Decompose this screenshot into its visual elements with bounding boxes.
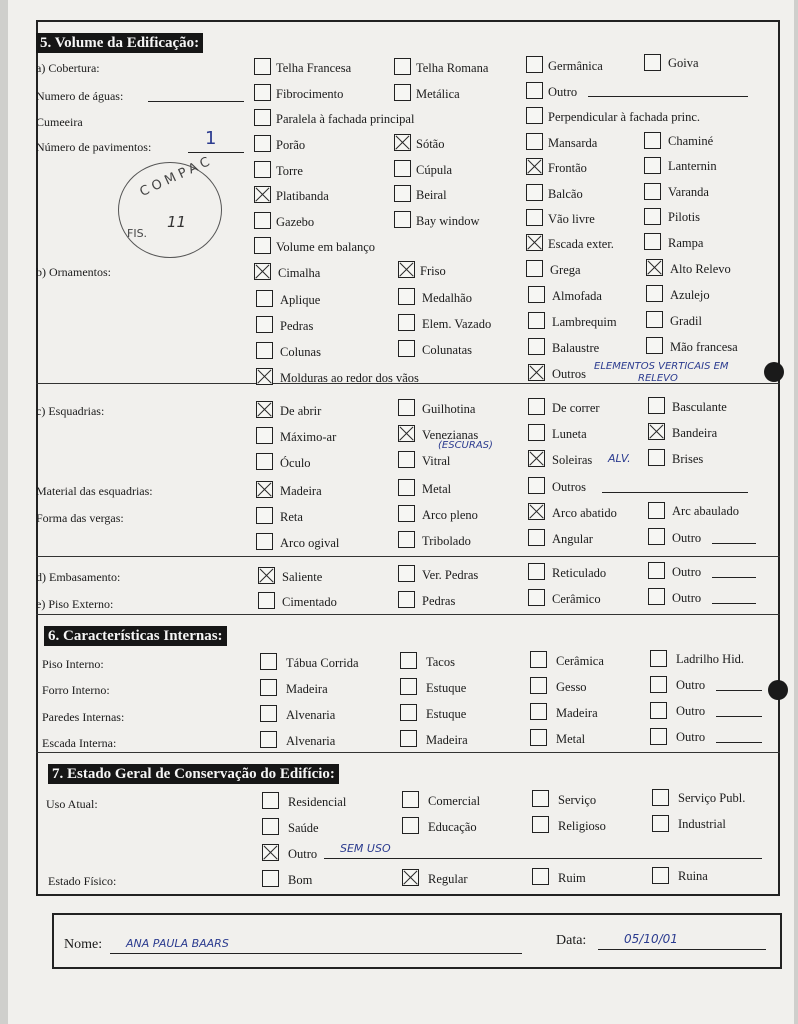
checkbox-mansarda[interactable] [526,133,543,150]
option-saude: Saúde [288,821,319,835]
checkbox-metal-esquadrias[interactable] [398,479,415,496]
checkbox-industrial[interactable] [652,815,669,832]
option-friso: Friso [420,264,446,278]
checkbox-fibrocimento[interactable] [254,84,271,101]
label-piso-interno: Piso Interno: [42,657,104,671]
checkbox-basculante[interactable] [648,397,665,414]
option-madeira-forro: Madeira [286,682,328,696]
checkbox-estuque-forro[interactable] [400,678,417,695]
option-porao: Porão [276,138,306,152]
divider [36,614,780,615]
checkbox-educacao[interactable] [402,817,419,834]
label-nome: Nome: [64,937,103,952]
option-regular: Regular [428,872,468,886]
checkbox-madeira-paredes[interactable] [530,703,547,720]
option-medalhao: Medalhão [422,291,472,305]
outros-esquadrias-line[interactable] [602,492,748,493]
option-comercial: Comercial [428,794,481,808]
option-vitral: Vitral [422,454,451,468]
label-estado: Estado Físico: [48,874,117,888]
option-educacao: Educação [428,820,477,834]
option-telha-romana: Telha Romana [416,61,489,75]
checkbox-guilhotina[interactable] [398,399,415,416]
checkbox-lambrequim[interactable] [528,312,545,329]
option-oculo: Óculo [280,456,311,470]
checkbox-tabua-corrida[interactable] [260,653,277,670]
checkbox-escada-exter[interactable] [526,234,543,251]
checkbox-colunas[interactable] [256,342,273,359]
option-varanda: Varanda [668,185,709,199]
option-outro-piso-externo: Outro [672,591,702,605]
label-aguas: Numero de águas: [36,89,124,103]
checkbox-outros-ornamentos[interactable] [528,364,545,381]
checkbox-vao-livre[interactable] [526,209,543,226]
pavimentos-line[interactable] [188,152,244,153]
option-bom: Bom [288,873,313,887]
option-gradil: Gradil [670,314,702,328]
label-pavimentos: Número de pavimentos: [36,140,152,154]
option-outro-cobertura: Outro [548,85,578,99]
option-azulejo: Azulejo [670,288,710,302]
checkbox-germanica[interactable] [526,56,543,73]
option-cupula: Cúpula [416,163,453,177]
checkbox-balcao[interactable] [526,184,543,201]
section-title-volume: 5. Volume da Edificação: [36,33,203,53]
option-ceramico: Cerâmico [552,592,601,606]
option-arc-abaulado: Arc abaulado [672,504,739,518]
checkbox-bay-window[interactable] [394,211,411,228]
option-goiva: Goiva [668,56,699,70]
option-outro-forro: Outro [676,678,706,692]
option-estuque-forro: Estuque [426,681,467,695]
checkbox-friso[interactable] [398,261,415,278]
option-maximo-ar: Máximo-ar [280,430,337,444]
checkbox-varanda[interactable] [644,183,661,200]
checkbox-telha-romana[interactable] [394,58,411,75]
stamp-fis: FIS. [127,227,148,240]
option-bandeira: Bandeira [672,426,718,440]
checkbox-pedras[interactable] [256,316,273,333]
punch-hole [764,362,784,382]
checkbox-medalhao[interactable] [398,288,415,305]
option-perpendicular: Perpendicular à fachada princ. [548,110,701,124]
option-brises: Brises [672,452,704,466]
checkbox-metalica[interactable] [394,84,411,101]
outro-escada-line[interactable] [716,742,762,743]
option-arco-abatido: Arco abatido [552,506,617,520]
option-ceramica: Cerâmica [556,654,604,668]
option-platibanda: Platibanda [276,189,329,203]
compac-stamp [118,152,222,258]
checkbox-saude[interactable] [262,818,279,835]
checkbox-cimentado[interactable] [258,592,275,609]
checkbox-grega[interactable] [526,260,543,277]
label-paredes: Paredes Internas: [42,710,125,724]
checkbox-torre[interactable] [254,161,271,178]
checkbox-colunatas[interactable] [398,340,415,357]
checkbox-volume-balanco[interactable] [254,237,271,254]
option-ladrilho: Ladrilho Hid. [676,652,745,666]
option-saliente: Saliente [282,570,323,584]
checkbox-madeira-forro[interactable] [260,679,277,696]
checkbox-servico-publ[interactable] [652,789,669,806]
option-reta: Reta [280,510,303,524]
label-cobertura: a) Cobertura: [36,61,100,75]
option-religioso: Religioso [558,819,606,833]
option-pedras-piso: Pedras [422,594,456,608]
checkbox-ver-pedras[interactable] [398,565,415,582]
checkbox-luneta[interactable] [528,424,545,441]
outro-piso-externo-line[interactable] [712,603,756,604]
option-reticulado: Reticulado [552,566,607,580]
option-gesso: Gesso [556,680,587,694]
checkbox-alvenaria-paredes[interactable] [260,705,277,722]
option-metal-escada: Metal [556,732,586,746]
checkbox-reta[interactable] [256,507,273,524]
option-servico: Serviço [558,793,597,807]
option-balaustre: Balaustre [552,341,600,355]
checkbox-religioso[interactable] [532,816,549,833]
checkbox-perpendicular[interactable] [526,107,543,124]
checkbox-telha-francesa[interactable] [254,58,271,75]
stamp-num: 11 [167,213,187,231]
checkbox-ruina[interactable] [652,867,669,884]
option-elem-vazado: Elem. Vazado [422,317,492,331]
outro-forro-line[interactable] [716,690,762,691]
option-torre: Torre [276,164,303,178]
option-pedras: Pedras [280,319,314,333]
option-aplique: Aplique [280,293,321,307]
option-tacos: Tacos [426,655,455,669]
option-telha-francesa: Telha Francesa [276,61,352,75]
checkbox-arc-abaulado[interactable] [648,502,665,519]
option-servico-publ: Serviço Publ. [678,791,746,805]
option-de-abrir: De abrir [280,404,322,418]
checkbox-aplique[interactable] [256,290,273,307]
option-outro-verga: Outro [672,531,702,545]
outro-embasamento-line[interactable] [712,577,756,578]
option-mansarda: Mansarda [548,136,598,150]
hand-outro-uso: SEM USO [340,842,391,855]
checkbox-maximo-ar[interactable] [256,427,273,444]
checkbox-saliente[interactable] [258,567,275,584]
checkbox-beiral[interactable] [394,185,411,202]
checkbox-mao-francesa[interactable] [646,337,663,354]
option-fibrocimento: Fibrocimento [276,87,344,101]
label-embasamento: d) Embasamento: [36,570,121,584]
checkbox-arco-pleno[interactable] [398,505,415,522]
checkbox-outro-piso-externo[interactable] [648,588,665,605]
option-arco-pleno: Arco pleno [422,508,478,522]
checkbox-gesso[interactable] [530,677,547,694]
option-balcao: Balcão [548,187,583,201]
checkbox-outro-paredes[interactable] [650,702,667,719]
option-metalica: Metálica [416,87,460,101]
label-ornamentos: b) Ornamentos: [36,265,111,279]
label-esquadrias: c) Esquadrias: [36,404,105,418]
option-paralela: Paralela à fachada principal [276,112,415,126]
option-outro-escada: Outro [676,730,706,744]
checkbox-outro-verga[interactable] [648,528,665,545]
aguas-line[interactable] [148,101,244,102]
checkbox-porao[interactable] [254,135,271,152]
option-volume-balanco: Volume em balanço [276,240,376,254]
checkbox-angular[interactable] [528,529,545,546]
form-page [8,0,794,1024]
checkbox-vitral[interactable] [398,451,415,468]
option-mao-francesa: Mão francesa [670,340,738,354]
option-tribolado: Tribolado [422,534,471,548]
checkbox-servico[interactable] [532,790,549,807]
hand-soleiras: ALV. [608,452,631,465]
outro-uso-line[interactable] [324,858,762,859]
divider [36,556,780,557]
section-title-conservacao: 7. Estado Geral de Conservação do Edifício: [48,764,339,784]
option-de-correr: De correr [552,401,600,415]
checkbox-almofada[interactable] [528,286,545,303]
option-outro-uso: Outro [288,847,318,861]
option-tabua-corrida: Tábua Corrida [286,656,359,670]
option-ruim: Ruim [558,871,586,885]
option-metal-esquadrias: Metal [422,482,452,496]
nome-line[interactable] [110,953,522,954]
option-ruina: Ruina [678,869,708,883]
checkbox-gradil[interactable] [646,311,663,328]
option-arco-ogival: Arco ogival [280,536,340,550]
checkbox-ruim[interactable] [532,868,549,885]
checkbox-outro-cobertura[interactable] [526,82,543,99]
label-cumeeira: Cumeeira [36,115,83,129]
hand-outros-ornamentos-2: RELEVO [638,373,678,384]
checkbox-madeira-escada[interactable] [400,730,417,747]
checkbox-outro-escada[interactable] [650,728,667,745]
checkbox-molduras[interactable] [256,368,273,385]
checkbox-gazebo[interactable] [254,212,271,229]
option-grega: Grega [550,263,581,277]
checkbox-lanternin[interactable] [644,157,661,174]
divider [36,752,780,753]
option-bay-window: Bay window [416,214,480,228]
checkbox-brises[interactable] [648,449,665,466]
option-pilotis: Pilotis [668,210,700,224]
option-madeira-esquadrias: Madeira [280,484,322,498]
checkbox-madeira-esquadrias[interactable] [256,481,273,498]
checkbox-ceramico[interactable] [528,589,545,606]
option-soleiras: Soleiras [552,453,593,467]
hand-pavimentos: 1 [205,128,217,149]
label-escada: Escada Interna: [42,736,117,750]
option-sotao: Sótão [416,137,445,151]
option-rampa: Rampa [668,236,704,250]
label-material: Material das esquadrias: [36,484,153,498]
checkbox-soleiras[interactable] [528,450,545,467]
outro-verga-line[interactable] [712,543,756,544]
checkbox-estuque-paredes[interactable] [400,704,417,721]
checkbox-alvenaria-escada[interactable] [260,731,277,748]
label-vergas: Forma das vergas: [36,511,124,525]
punch-hole [768,680,788,700]
checkbox-alto-relevo[interactable] [646,259,663,276]
checkbox-sotao[interactable] [394,134,411,151]
checkbox-outro-uso[interactable] [262,844,279,861]
checkbox-regular[interactable] [402,869,419,886]
option-industrial: Industrial [678,817,726,831]
option-outro-embasamento: Outro [672,565,702,579]
checkbox-outros-esquadrias[interactable] [528,477,545,494]
hand-data: 05/10/01 [624,932,678,946]
checkbox-ceramica[interactable] [530,651,547,668]
hand-nome: ANA PAULA BAARS [126,937,229,950]
option-luneta: Luneta [552,427,587,441]
checkbox-bom[interactable] [262,870,279,887]
option-vao-livre: Vão livre [548,212,595,226]
option-escada-exter: Escada exter. [548,237,614,251]
option-madeira-escada: Madeira [426,733,468,747]
checkbox-outro-forro[interactable] [650,676,667,693]
label-uso: Uso Atual: [46,797,98,811]
option-basculante: Basculante [672,400,727,414]
option-outros-esquadrias: Outros [552,480,587,494]
option-outro-paredes: Outro [676,704,706,718]
checkbox-tribolado[interactable] [398,531,415,548]
option-venezianas: Venezianas [422,428,479,442]
checkbox-chamine[interactable] [644,132,661,149]
checkbox-oculo[interactable] [256,453,273,470]
option-lambrequim: Lambrequim [552,315,617,329]
option-frontao: Frontão [548,161,587,175]
checkbox-elem-vazado[interactable] [398,314,415,331]
option-cimentado: Cimentado [282,595,337,609]
checkbox-frontao[interactable] [526,158,543,175]
checkbox-azulejo[interactable] [646,285,663,302]
checkbox-balaustre[interactable] [528,338,545,355]
checkbox-platibanda[interactable] [254,186,271,203]
label-piso-externo: e) Piso Externo: [36,597,114,611]
label-data: Data: [556,933,587,948]
section-title-internas: 6. Características Internas: [44,626,227,646]
checkbox-cupula[interactable] [394,160,411,177]
option-gazebo: Gazebo [276,215,315,229]
checkbox-residencial[interactable] [262,792,279,809]
checkbox-bandeira[interactable] [648,423,665,440]
option-molduras: Molduras ao redor dos vãos [280,371,419,385]
option-residencial: Residencial [288,795,347,809]
option-estuque-paredes: Estuque [426,707,467,721]
label-forro: Forro Interno: [42,683,110,697]
option-madeira-paredes: Madeira [556,706,598,720]
checkbox-goiva[interactable] [644,54,661,71]
checkbox-rampa[interactable] [644,233,661,250]
checkbox-reticulado[interactable] [528,563,545,580]
checkbox-paralela[interactable] [254,109,271,126]
option-guilhotina: Guilhotina [422,402,476,416]
option-beiral: Beiral [416,188,447,202]
option-ver-pedras: Ver. Pedras [422,568,479,582]
checkbox-arco-abatido[interactable] [528,503,545,520]
option-colunatas: Colunatas [422,343,472,357]
hand-venezianas: (ESCURAS) [438,440,493,451]
checkbox-ladrilho[interactable] [650,650,667,667]
option-lanternin: Lanternin [668,159,717,173]
checkbox-outro-embasamento[interactable] [648,562,665,579]
checkbox-comercial[interactable] [402,791,419,808]
option-alvenaria-escada: Alvenaria [286,734,336,748]
data-line[interactable] [598,949,766,950]
checkbox-de-correr[interactable] [528,398,545,415]
option-chamine: Chaminé [668,134,714,148]
option-angular: Angular [552,532,593,546]
option-outros-ornamentos: Outros [552,367,587,381]
outro-paredes-line[interactable] [716,716,762,717]
option-colunas: Colunas [280,345,321,359]
option-alto-relevo: Alto Relevo [670,262,731,276]
option-alvenaria-paredes: Alvenaria [286,708,336,722]
checkbox-tacos[interactable] [400,652,417,669]
outro-cobertura-line[interactable] [588,96,748,97]
checkbox-arco-ogival[interactable] [256,533,273,550]
option-almofada: Almofada [552,289,602,303]
checkbox-venezianas[interactable] [398,425,415,442]
checkbox-pedras-piso[interactable] [398,591,415,608]
option-germanica: Germânica [548,59,603,73]
checkbox-de-abrir[interactable] [256,401,273,418]
hand-outros-ornamentos: ELEMENTOS VERTICAIS EM [594,361,729,372]
option-cimalha: Cimalha [278,266,321,280]
checkbox-metal-escada[interactable] [530,729,547,746]
stamp-top: COMPAC [137,152,216,201]
checkbox-pilotis[interactable] [644,208,661,225]
checkbox-cimalha[interactable] [254,263,271,280]
